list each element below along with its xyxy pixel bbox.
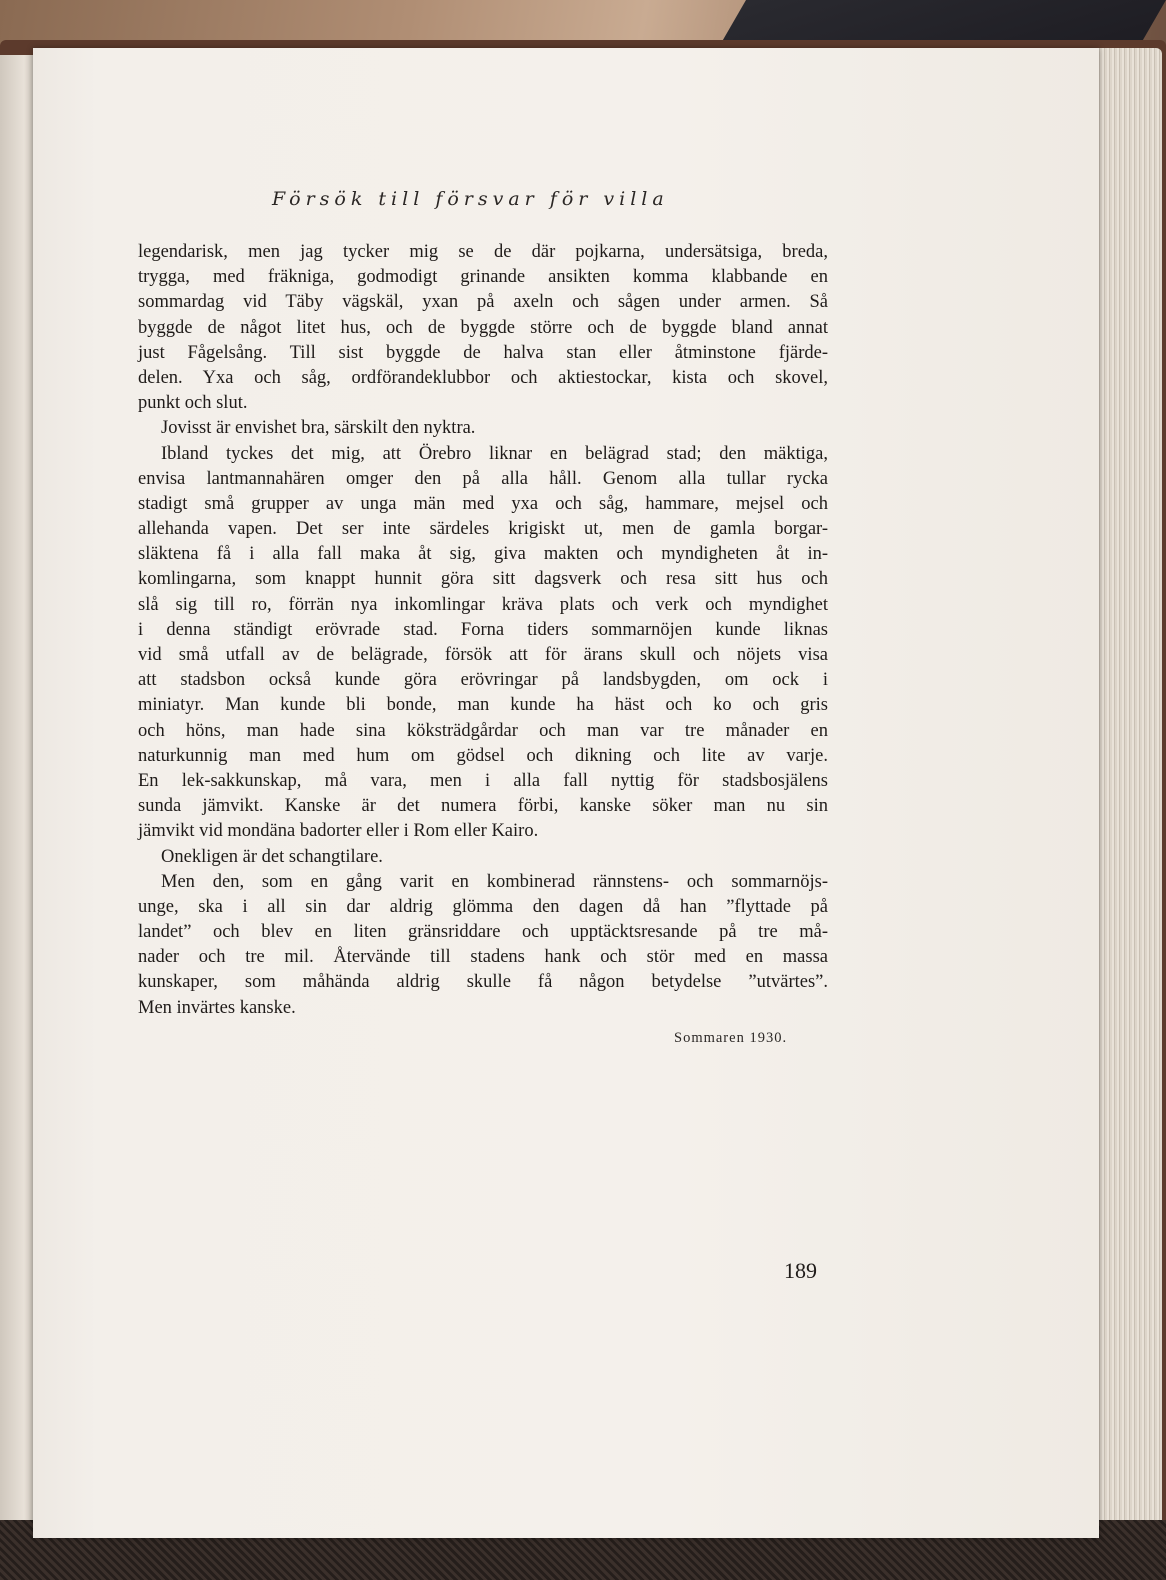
text-line: slå sig till ro, förrän nya inkomlingar kräva plats och verk och myndighet xyxy=(138,594,828,615)
text-line: släktena få i alla fall maka åt sig, giva makten och myndigheten åt in- xyxy=(138,544,828,565)
text-line: punkt och slut. xyxy=(138,393,248,414)
text-line: envisa lantmannahären omger den på alla håll. Genom alla tullar rycka xyxy=(138,468,828,489)
running-head: Försök till försvar för villa xyxy=(272,188,669,210)
text-line: komlingarna, som knappt hunnit göra sitt dagsverk och resa sitt hus och xyxy=(138,569,828,590)
text-line: byggde de något litet hus, och de byggde större och de byggde bland annat xyxy=(138,317,828,338)
text-line: miniatyr. Man kunde bli bonde, man kunde ha häst och ko och gris xyxy=(138,695,828,716)
text-line: trygga, med fräkniga, godmodigt grinande ansikten komma klabbande en xyxy=(138,267,828,288)
text-line: Ibland tyckes det mig, att Örebro liknar en belägrad stad; den mäktiga, xyxy=(161,443,828,464)
page-number: 189 xyxy=(784,1258,817,1283)
text-line: nader och tre mil. Återvände till stadens hank och stör med en massa xyxy=(138,947,828,968)
text-line: kunskaper, som måhända aldrig skulle få någon betydelse ”utvärtes”. xyxy=(138,972,828,993)
text-line: En lek-sakkunskap, må vara, men i alla fall nyttig för stadsbosjälens xyxy=(138,770,828,791)
text-line: att stadsbon också kunde göra erövringar på landsbygden, om ock i xyxy=(138,670,828,691)
text-line: i denna ständigt erövrade stad. Forna tiders sommarnöjen kunde liknas xyxy=(138,619,828,640)
text-line: legendarisk, men jag tycker mig se de där pojkarna, undersätsiga, breda, xyxy=(138,242,828,262)
text-line: och höns, man hade sina köksträdgårdar och man var tre månader en xyxy=(138,720,828,741)
text-line: stadigt små grupper av unga män med yxa och såg, hammare, mejsel och xyxy=(138,493,828,514)
body-text xyxy=(138,240,828,1021)
text-line: Onekligen är det schangtilare. xyxy=(161,846,383,867)
signoff-date: Sommaren 1930. xyxy=(674,1030,788,1046)
text-line: Men den, som en gång varit en kombinerad rännstens- och sommarnöjs- xyxy=(161,871,828,892)
text-line: Men invärtes kanske. xyxy=(138,997,296,1018)
text-line: vid små utfall av de belägrade, försök att för ärans skull och nöjets visa xyxy=(138,645,828,665)
text-line: delen. Yxa och såg, ordförandeklubbor och aktiestockar, kista och skovel, xyxy=(138,367,828,388)
page-stack-edge xyxy=(1092,48,1162,1540)
text-line: jämvikt vid mondäna badorter eller i Rom eller Kairo. xyxy=(138,821,539,842)
text-line: sommardag vid Täby vägskäl, yxan på axeln och sågen under armen. Så xyxy=(138,292,828,313)
text-line: naturkunnig man med hum om gödsel och dikning och lite av varje. xyxy=(138,745,828,766)
text-line: Jovisst är envishet bra, särskilt den nyktra. xyxy=(161,418,476,439)
text-line: allehanda vapen. Det ser inte särdeles krigiskt ut, men de gamla borgar- xyxy=(138,519,828,540)
text-line: landet” och blev en liten gränsriddare och upptäcktsresande på tre må- xyxy=(138,922,828,943)
text-line: just Fågelsång. Till sist byggde de halva stan eller åtminstone fjärde- xyxy=(138,342,828,363)
text-line: unge, ska i all sin dar aldrig glömma den dagen då han ”flyttade på xyxy=(138,896,828,917)
text-line: sunda jämvikt. Kanske är det numera förbi, kanske söker man nu sin xyxy=(138,796,828,817)
